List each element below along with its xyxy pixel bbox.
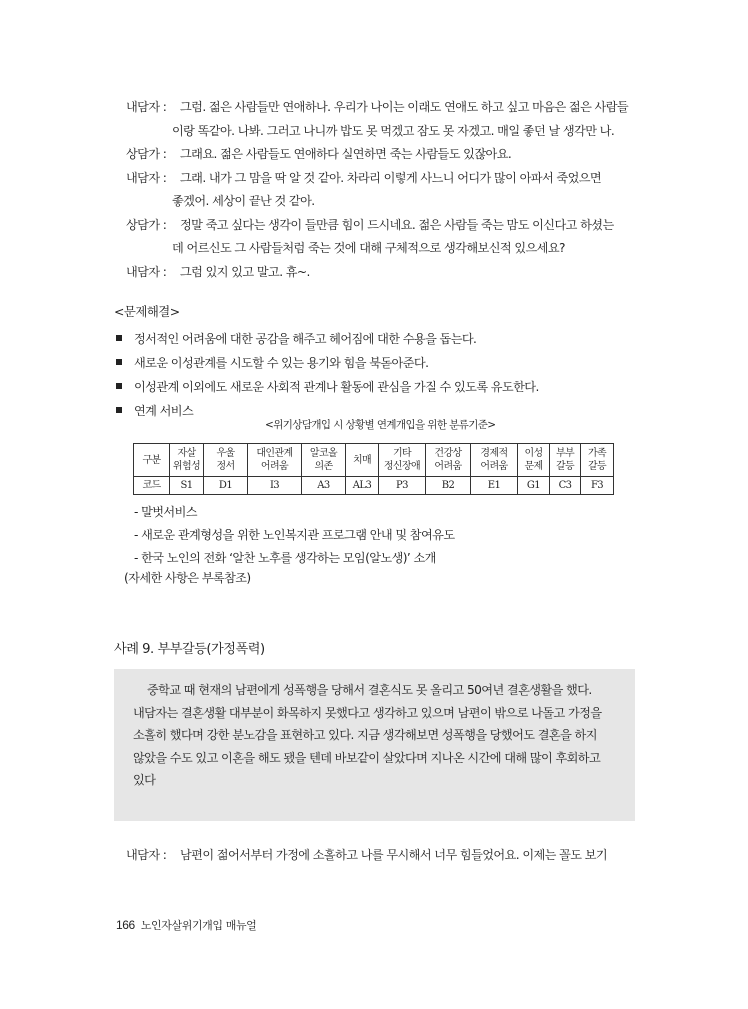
dialogue-block [126, 96, 646, 284]
square-bullet-icon [116, 359, 122, 365]
service-item: - 새로운 관계형성을 위한 노인복지관 프로그램 안내 및 참여유도 [134, 527, 455, 542]
case-summary-line: 않았을 수도 있고 이혼을 해도 됐을 텐데 바보같이 살았다며 지나온 시간에 대해 많이 후회하고 [133, 750, 601, 765]
book-title: 노인자살위기개입 매뉴얼 [140, 919, 257, 932]
dialogue-line [126, 190, 646, 214]
bullet-text: 이성관계 이외에도 새로운 사회적 관계나 활동에 관심을 가질 수 있도록 유도한다. [134, 379, 539, 394]
table-caption: <위기상담개입 시 상황별 연계개입을 위한 분류기준> [265, 419, 496, 431]
table-header-cell: 우울 정서 [204, 444, 248, 477]
case-summary [133, 679, 623, 792]
square-bullet-icon [116, 407, 122, 413]
solution-heading: <문제해결> [114, 304, 180, 319]
case-title: 사례 9. 부부갈등(가정폭력) [114, 642, 265, 657]
dialogue-text: 그럼 있지 있고 말고. 휴~. [180, 264, 310, 279]
page-footer [116, 917, 256, 933]
speaker-label: 상담가 : [126, 217, 167, 232]
case-summary-line: 있다 [133, 773, 156, 788]
speaker-label: 상담가 : [126, 147, 167, 161]
dialogue-text: 그래요. 젊은 사람들도 연애하다 실연하면 죽는 사람들도 있잖아요. [180, 147, 512, 161]
dialogue-line [126, 261, 646, 285]
bullet-item [116, 326, 539, 350]
table-cell: D1 [204, 477, 248, 495]
dialogue-text: 정말 죽고 싶다는 생각이 들만큼 힘이 드시네요. 젊은 사람들 죽는 맘도 이신다고 하셨는 [180, 217, 614, 232]
bullet-text: 새로운 이성관계를 시도할 수 있는 용기와 힘을 북돋아준다. [134, 355, 429, 370]
case-summary-line: 내담자는 결혼생활 대부분이 화목하지 못했다고 생각하고 있으며 남편이 밖으로 나돌고 가정을 [133, 705, 602, 720]
solution-bullet-list [116, 326, 539, 422]
table-cell: 코드 [134, 477, 170, 495]
dialogue-text: 데 어르신도 그 사람들처럼 죽는 것에 대해 구체적으로 생각해보신적 있으세요? [172, 241, 565, 255]
table-cell: A3 [302, 477, 346, 495]
table-cell: S1 [170, 477, 204, 495]
bullet-text: 정서적인 어려움에 대한 공감을 해주고 헤어짐에 대한 수용을 돕는다. [134, 331, 477, 346]
service-list [134, 501, 455, 569]
page-number: 166 [116, 918, 135, 932]
bullet-item [116, 374, 539, 398]
case-summary-line: 소홀히 했다며 강한 분노감을 표현하고 있다. 지금 생각해보면 성폭행을 당했어도 결혼을 하지 [133, 728, 597, 743]
table-header-cell: 구분 [134, 444, 170, 477]
table-header-cell: 가족 갈등 [581, 444, 614, 477]
table-cell: C3 [550, 477, 581, 495]
dialogue-text: 남편이 젊어서부터 가정에 소홀하고 나를 무시해서 너무 힘들었어요. 이제는 꼴도 보기 [180, 848, 608, 862]
classification-table [133, 443, 614, 495]
table-cell: P3 [379, 477, 426, 495]
square-bullet-icon [116, 383, 122, 389]
table-cell: E1 [471, 477, 518, 495]
speaker-label: 내담자 : [126, 170, 167, 185]
bullet-item [116, 350, 539, 374]
dialogue-line [126, 143, 646, 167]
table-header-cell: 기타 정신장애 [379, 444, 426, 477]
dialogue-line [126, 96, 646, 120]
dialogue-text: 이랑 똑같아. 나봐. 그러고 나니까 밥도 못 먹겠고 잠도 못 자겠고. 매일 좋던 날 생각만 나. [172, 123, 615, 138]
appendix-note: (자세한 사항은 부록참조) [124, 571, 251, 585]
table-cell: AL3 [346, 477, 379, 495]
case-summary-box [114, 669, 635, 821]
dialogue-line [126, 237, 646, 261]
square-bullet-icon [116, 335, 122, 341]
table-cell: G1 [518, 477, 550, 495]
table-cell: I3 [248, 477, 302, 495]
table-cell: F3 [581, 477, 614, 495]
dialogue-text: 그래. 내가 그 맘을 딱 알 것 같아. 차라리 이렇게 사느니 어디가 많이 아파서 죽었으면 [180, 170, 602, 185]
dialogue-line [126, 120, 646, 144]
bullet-text: 연계 서비스 [134, 403, 194, 418]
table-code-row [134, 477, 614, 495]
service-item: - 말벗서비스 [134, 505, 197, 519]
table-header-row [134, 444, 614, 477]
table-header-cell: 알코올 의존 [302, 444, 346, 477]
dialogue-line [126, 846, 607, 863]
service-item: - 한국 노인의 전화 ‘알찬 노후를 생각하는 모임(알노생)’ 소개 [134, 550, 436, 565]
table-header-cell: 경제적 어려움 [471, 444, 518, 477]
dialogue-text: 좋겠어. 세상이 끝난 것 같아. [172, 194, 315, 208]
dialogue-text: 그럼. 젊은 사람들만 연애하나. 우리가 나이는 이래도 연애도 하고 싶고 마음은 젊은 사람들 [180, 100, 629, 114]
table-cell: B2 [426, 477, 471, 495]
table-header-cell: 자살 위험성 [170, 444, 204, 477]
case-summary-line: 중학교 때 현재의 남편에게 성폭행을 당해서 결혼식도 못 올리고 50여년 결혼생활을 했다. [147, 683, 592, 697]
speaker-label: 내담자 : [126, 848, 167, 862]
dialogue-line [126, 167, 646, 191]
dialogue-line [126, 214, 646, 238]
table-header-cell: 부부 갈등 [550, 444, 581, 477]
speaker-label: 내담자 : [126, 100, 167, 114]
speaker-label: 내담자 : [126, 264, 167, 279]
table-header-cell: 이성 문제 [518, 444, 550, 477]
table-header-cell: 치매 [346, 444, 379, 477]
table-header-cell: 건강상 어려움 [426, 444, 471, 477]
table-header-cell: 대인관계 어려움 [248, 444, 302, 477]
